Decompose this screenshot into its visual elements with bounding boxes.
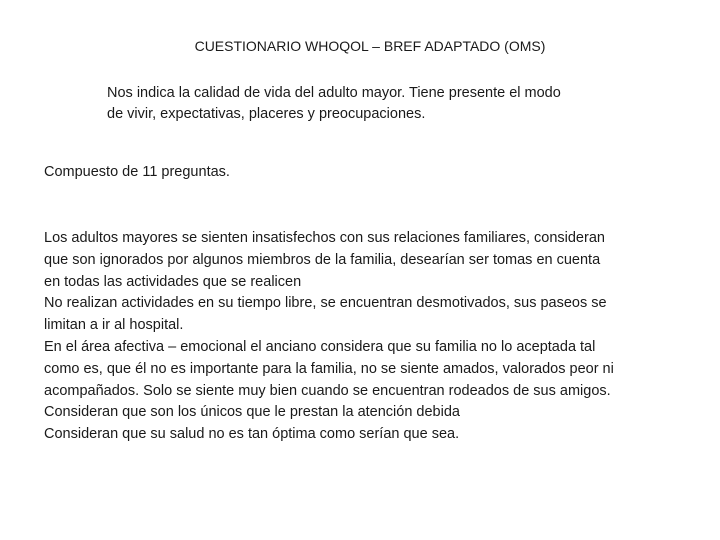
finding-line: En el área afectiva – emocional el anciano considera que su familia no lo aceptada tal: [44, 338, 596, 355]
findings-text: [44, 228, 704, 446]
intro-line: Nos indica la calidad de vida del adulto mayor. Tiene presente el modo: [107, 85, 561, 101]
finding-line: que son ignorados por algunos miembros de la familia, desearían ser tomas en cuenta: [44, 251, 601, 268]
finding-line: en todas las actividades que se realicen: [44, 273, 302, 290]
finding-line: Consideran que su salud no es tan óptima como serían que sea.: [44, 426, 460, 443]
finding-line: acompañados. Solo se siente muy bien cuando se encuentran rodeados de sus amigos.: [44, 382, 611, 399]
finding-line: Consideran que son los únicos que le prestan la atención debida: [44, 404, 460, 421]
slide-title: CUESTIONARIO WHOQOL – BREF ADAPTADO (OMS): [194, 38, 546, 54]
finding-paragraph: [44, 293, 704, 337]
finding-line: Los adultos mayores se sienten insatisfechos con sus relaciones familiares, consideran: [44, 230, 605, 246]
finding-paragraph: [44, 337, 704, 402]
finding-line: como es, que él no es importante para la familia, no se siente amados, valorados peor ni: [44, 360, 614, 377]
finding-paragraph: [44, 402, 704, 424]
finding-paragraph: [44, 228, 704, 293]
question-count: Compuesto de 11 preguntas.: [44, 164, 230, 180]
finding-paragraph: [44, 424, 704, 446]
finding-line: No realizan actividades en su tiempo libre, se encuentran desmotivados, sus paseos se: [44, 295, 607, 312]
intro-line: de vivir, expectativas, placeres y preocupaciones.: [107, 106, 426, 122]
intro-paragraph: [107, 83, 647, 125]
finding-line: limitan a ir al hospital.: [44, 317, 184, 334]
